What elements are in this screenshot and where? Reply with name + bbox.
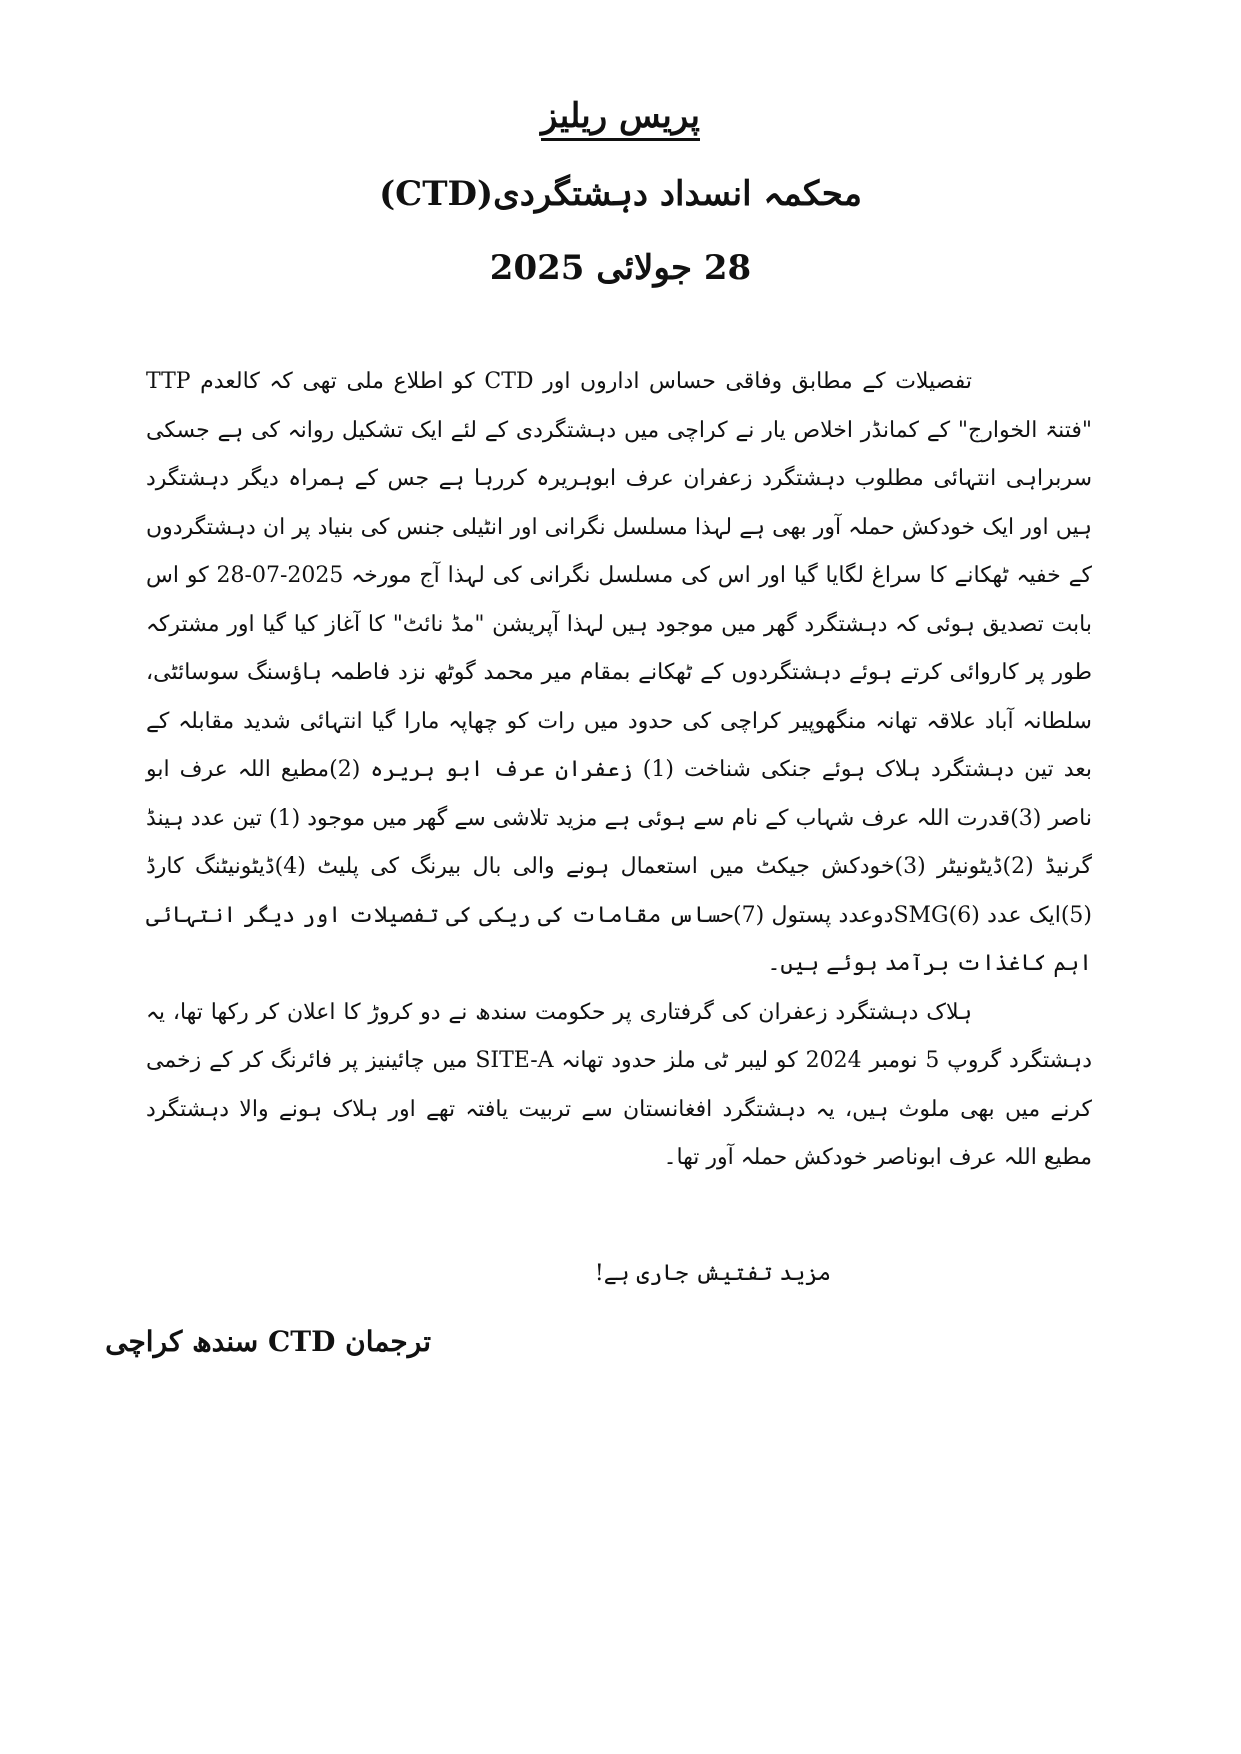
paragraph-details: تفصیلات کے مطابق وفاقی حساس اداروں اور CTD کو اطلاع ملی تھی کہ کالعدم TTP "فتنۃ الخوارج" کے کمانڈر اخلاص یار نے کراچی میں دہشتگردی کے لئے ایک تشکیل روانہ کی ہے جسکی سربراہی انتہائی مطلوب دہشتگرد زعفران عرف ابوہریرہ کررہا ہے جس کے ہمراہ دیگر دہشتگرد ہیں اور ایک خودکش حملہ آور بھی ہے لہذا مسلسل نگرانی اور انٹیلی جنس کی بنیاد پر ان دہشتگردوں کے خفیہ ٹھکانے کا سراغ لگایا گیا اور اس کی مسلسل نگرانی کی لہذا آج مورخہ 2025-07-28 کو اس بابت تصدیق ہوئی کہ دہشتگرد گھر میں موجود ہیں لہذا آپریشن "مڈ نائٹ" کا آغاز کیا گیا اور مشترکہ طور پر کاروائی کرتے ہوئے دہشتگردوں کے ٹھکانے بمقام میر محمد گوٹھ نزد فاطمہ ہاؤسنگ سوسائٹی، سلطانہ آباد علاقہ تھانہ منگھوپیر کراچی کی حدود میں رات کو چھاپہ مارا گیا انتہائی شدید مقابلہ کے بعد تین دہشتگرد ہلاک ہوئے جنکی شناخت (1) زعفران عرف ابو ہریرہ (2)مطیع اللہ عرف ابو ناصر (3)قدرت اللہ عرف شہاب کے نام سے ہوئی ہے مزید تلاشی سے گھر میں موجود (1) تین عدد ہینڈ گرنیڈ (2)ڈیٹونیٹر (3)خودکش جیکٹ میں استعمال ہونے والی بال بیرنگ کی پلیٹ (4)ڈیٹونیٹنگ کارڈ (5)ایک عدد SMG(6)دوعدد پستول (7)حساس مقامات کی ریکی کی تفصیلات اور دیگر انتہائی اہم کاغذات برآمد ہوئے ہیں۔ xyxy=(146,369,1093,976)
body-text xyxy=(146,358,1092,1183)
press-release-title xyxy=(0,92,1241,140)
paragraph-background: ہلاک دہشتگرد زعفران کی گرفتاری پر حکومت سندھ نے دو کروڑ کا اعلان کر رکھا تھا، یہ دہشتگرد گروپ 5 نومبر 2024 کو لیبر ٹی ملز حدود تھانہ SITE-A میں چائینیز پر فائرنگ کر کے زخمی کرنے میں بھی ملوث ہیں، یہ دہشتگرد افغانستان سے تربیت یافتہ تھے اور ہلاک ہونے والا دہشتگرد مطیع اللہ عرف ابوناصر خودکش حملہ آور تھا۔ xyxy=(146,999,1092,1170)
closing-line: مزید تفتیش جاری ہے! xyxy=(594,1261,831,1286)
spokesperson-signature: ترجمان CTD سندھ کراچی xyxy=(105,1325,431,1358)
release-date: 28 جولائی 2025 xyxy=(489,248,752,288)
title-text: پریس ریلیز xyxy=(541,96,700,141)
department-heading: محکمہ انسداد دہشتگردی(CTD) xyxy=(379,174,862,214)
